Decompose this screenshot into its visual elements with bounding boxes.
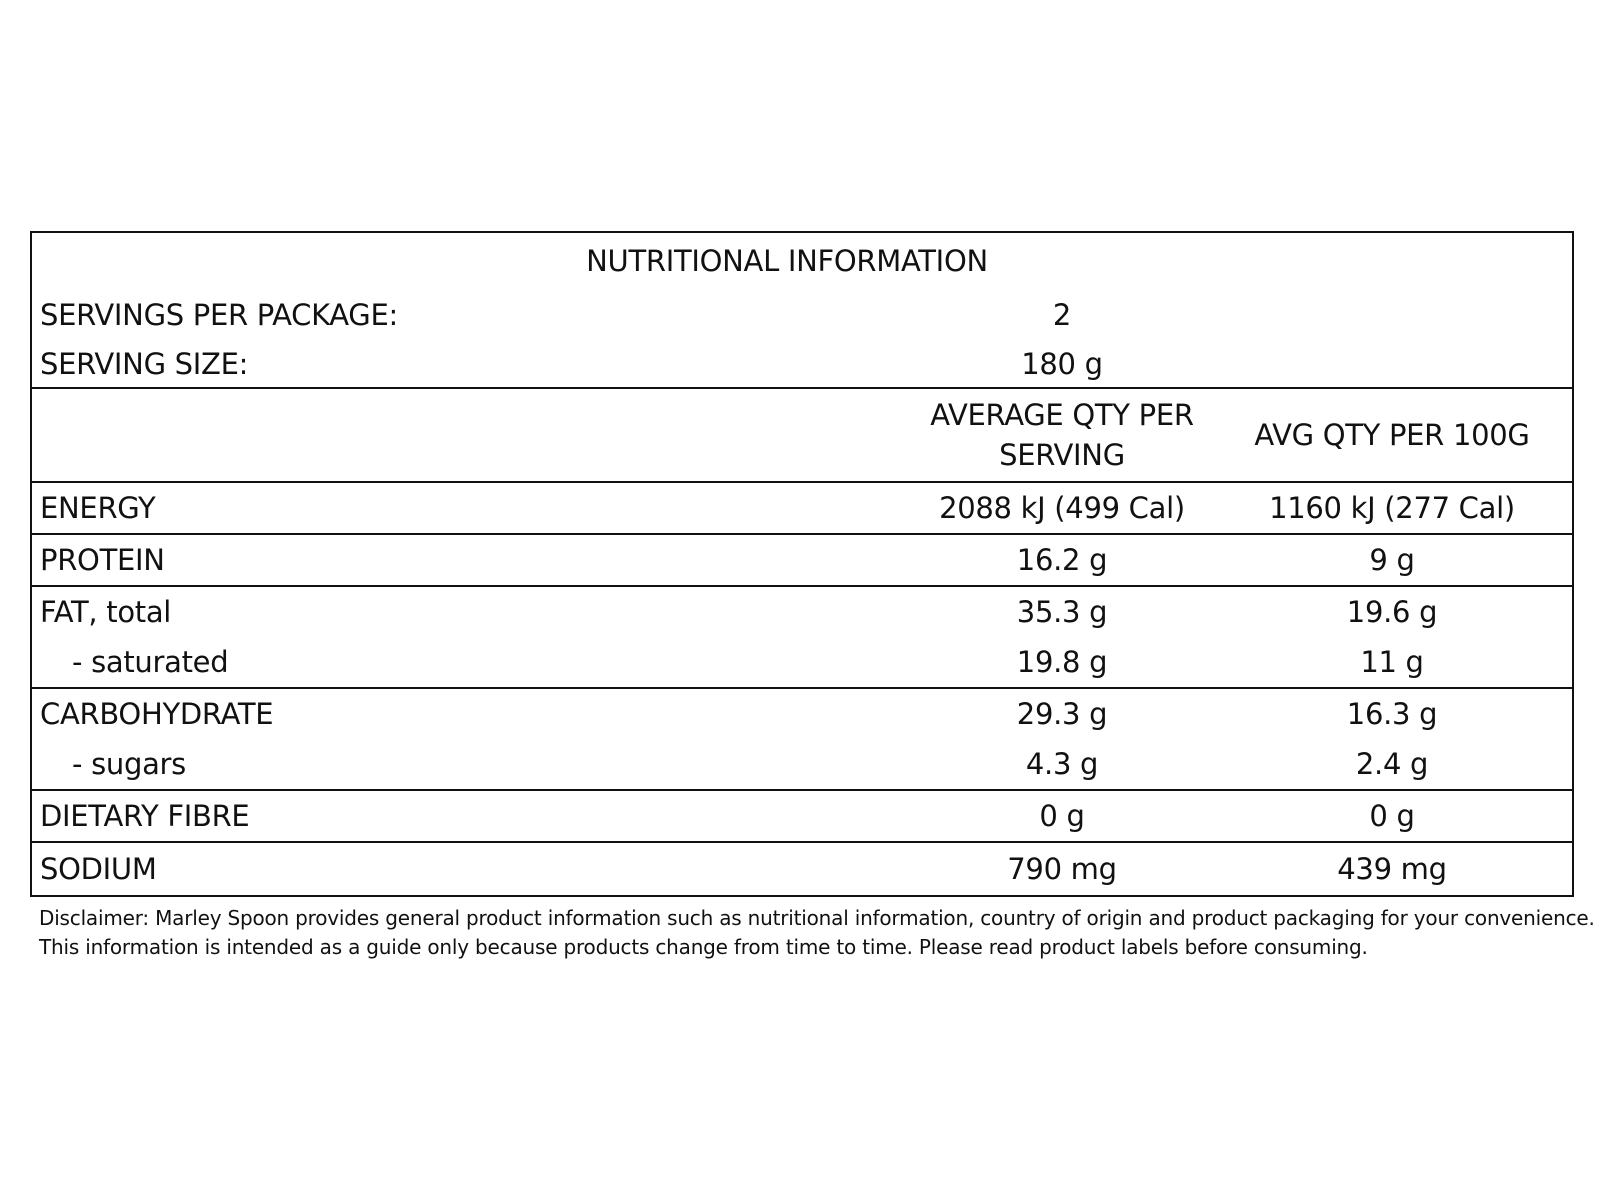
per-serving-header: AVERAGE QTY PER SERVING	[930, 398, 1194, 472]
servings-per-package-label: SERVINGS PER PACKAGE:	[40, 298, 398, 332]
table-row	[32, 739, 1572, 791]
per-serving-value: 35.3 g	[1016, 595, 1108, 629]
per-serving-value: 2088 kJ (499 Cal)	[939, 491, 1185, 525]
per-serving-value: 790 mg	[1007, 852, 1117, 886]
per-100g-header: AVG QTY PER 100G	[1254, 418, 1530, 452]
nutrient-name: ENERGY	[40, 491, 156, 525]
serving-size-label: SERVING SIZE:	[40, 347, 249, 381]
servings-per-package-value: 2	[1052, 298, 1072, 332]
per-100g-value: 11 g	[1360, 645, 1424, 679]
per-100g-value: 0 g	[1369, 799, 1415, 833]
per-serving-value: 29.3 g	[1016, 697, 1108, 731]
nutrient-name: FAT, total	[40, 595, 172, 629]
disclaimer-line-1: Disclaimer: Marley Spoon provides general product information such as nutritional information, country of origin and product packaging for your convenience.	[39, 906, 1595, 930]
disclaimer-line-2: This information is intended as a guide only because products change from time to time. Please read product labels before consuming.	[39, 935, 1368, 959]
per-100g-value: 9 g	[1369, 543, 1415, 577]
table-title: NUTRITIONAL INFORMATION	[586, 244, 988, 278]
per-100g-value: 19.6 g	[1346, 595, 1438, 629]
per-100g-value: 1160 kJ (277 Cal)	[1269, 491, 1515, 525]
nutrient-name: - saturated	[72, 645, 229, 679]
column-header-row	[32, 389, 1572, 483]
per-100g-value: 439 mg	[1337, 852, 1447, 886]
per-100g-value: 2.4 g	[1355, 747, 1429, 781]
serving-size-value: 180 g	[1021, 347, 1103, 381]
table-title-row	[32, 233, 1572, 289]
servings-per-package-row	[32, 289, 1572, 341]
nutrient-name: SODIUM	[40, 852, 157, 886]
per-serving-value: 4.3 g	[1025, 747, 1099, 781]
per-100g-value: 16.3 g	[1346, 697, 1438, 731]
nutrient-name: PROTEIN	[40, 543, 165, 577]
nutrient-name: CARBOHYDRATE	[40, 697, 274, 731]
nutrient-name: DIETARY FIBRE	[40, 799, 250, 833]
table-row	[32, 689, 1572, 739]
table-row	[32, 587, 1572, 637]
table-row	[32, 483, 1572, 535]
table-row	[32, 637, 1572, 689]
serving-size-row	[32, 341, 1572, 389]
nutrient-name: - sugars	[72, 747, 186, 781]
per-serving-value: 16.2 g	[1016, 543, 1108, 577]
disclaimer	[39, 904, 1595, 962]
table-row	[32, 535, 1572, 587]
per-serving-value: 19.8 g	[1016, 645, 1108, 679]
per-serving-value: 0 g	[1039, 799, 1085, 833]
table-row	[32, 843, 1572, 895]
table-row	[32, 791, 1572, 843]
nutrition-table	[30, 231, 1574, 897]
